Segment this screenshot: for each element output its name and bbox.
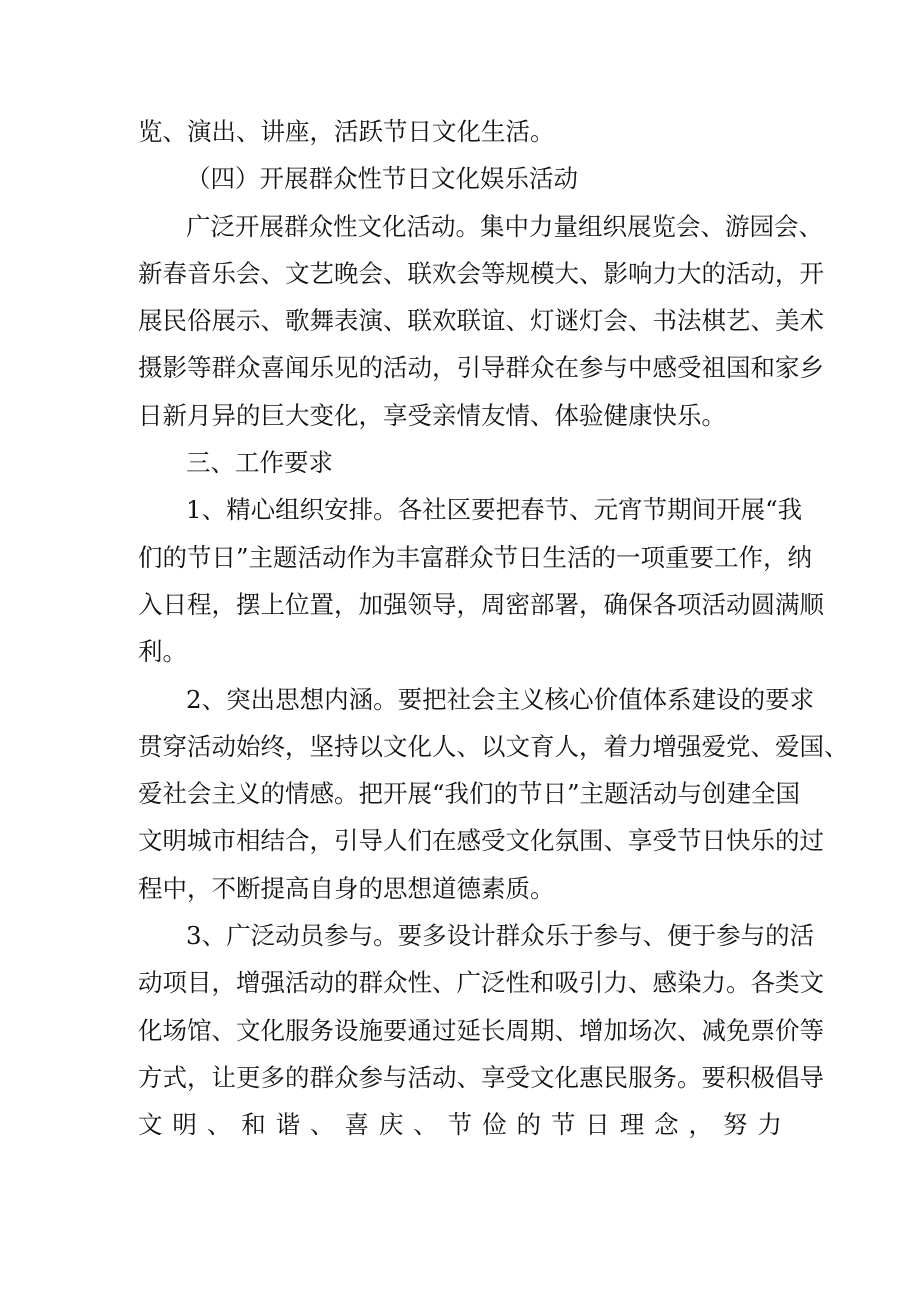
char-segment: 和 bbox=[241, 1110, 266, 1140]
char-segment: 、 bbox=[206, 1110, 232, 1140]
text-line: 日新月异的巨大变化，享受亲情友情、体验健康快乐。 bbox=[138, 400, 726, 430]
char-segment: 、 bbox=[310, 1110, 335, 1140]
text-line: 1、精心组织安排。各社区要把春节、元宵节期间开展“我 bbox=[186, 495, 803, 525]
char-segment: 力 bbox=[757, 1110, 782, 1140]
text-line: 新春音乐会、文艺晚会、联欢会等规模大、影响力大的活动，开 bbox=[138, 258, 824, 288]
text-line: 们的节日”主题活动作为丰富群众节日生活的一项重要工作，纳 bbox=[138, 542, 813, 572]
char-segment: 俭 bbox=[482, 1110, 507, 1140]
text-line: 爱社会主义的情感。把开展“我们的节日”主题活动与创建全国 bbox=[138, 779, 801, 809]
text-line: 摄影等群众喜闻乐见的活动，引导群众在参与中感受祖国和家乡 bbox=[138, 353, 824, 383]
text-line: 动项目，增强活动的群众性、广泛性和吸引力、感染力。各类文 bbox=[138, 968, 824, 998]
char-segment: 节 bbox=[550, 1110, 576, 1140]
text-line: 方式，让更多的群众参与活动、享受文化惠民服务。要积极倡导 bbox=[138, 1062, 824, 1092]
char-segment: 庆 bbox=[378, 1110, 404, 1140]
text-line: 化场馆、文化服务设施要通过延长周期、增加场次、减免票价等 bbox=[138, 1015, 824, 1045]
char-segment: 文 bbox=[138, 1110, 163, 1140]
char-segment: 日 bbox=[585, 1110, 610, 1140]
text-line: 程中，不断提高自身的思想道德素质。 bbox=[138, 873, 555, 903]
char-segment: ， bbox=[688, 1110, 713, 1140]
text-line: 2、突出思想内涵。要把社会主义核心价值体系建设的要求 bbox=[186, 684, 815, 714]
char-segment: 明 bbox=[172, 1110, 197, 1140]
char-segment: 理 bbox=[619, 1110, 645, 1140]
char-segment: 、 bbox=[413, 1110, 438, 1140]
char-segment: 谐 bbox=[275, 1110, 301, 1140]
text-line: 利。 bbox=[138, 637, 187, 667]
text-line: 广泛开展群众性文化活动。集中力量组织展览会、游园会、 bbox=[186, 211, 823, 241]
text-line: 文明城市相结合，引导人们在感受文化氛围、享受节日快乐的过 bbox=[138, 826, 824, 856]
text-line: 入日程，摆上位置，加强领导，周密部署，确保各项活动圆满顺 bbox=[138, 589, 824, 619]
char-segment: 喜 bbox=[344, 1110, 369, 1140]
char-segment: 念 bbox=[654, 1110, 679, 1140]
text-line: 展民俗展示、歌舞表演、联欢联谊、灯谜灯会、书法棋艺、美术 bbox=[138, 306, 824, 336]
section-heading: （四）开展群众性节日文化娱乐活动 bbox=[186, 164, 578, 194]
text-line: 览、演出、讲座，活跃节日文化生活。 bbox=[138, 117, 555, 146]
char-segment: 努 bbox=[722, 1110, 748, 1140]
section-heading: 三、工作要求 bbox=[186, 448, 333, 478]
char-segment: 的 bbox=[516, 1110, 541, 1140]
document-body bbox=[138, 108, 849, 1149]
text-line: 3、广泛动员参与。要多设计群众乐于参与、便于参与的活 bbox=[186, 921, 815, 951]
justified-text-line bbox=[138, 1101, 782, 1148]
text-line: 贯穿活动始终，坚持以文化人、以文育人，着力增强爱党、爱国、 bbox=[138, 731, 849, 761]
char-segment: 节 bbox=[447, 1110, 473, 1140]
